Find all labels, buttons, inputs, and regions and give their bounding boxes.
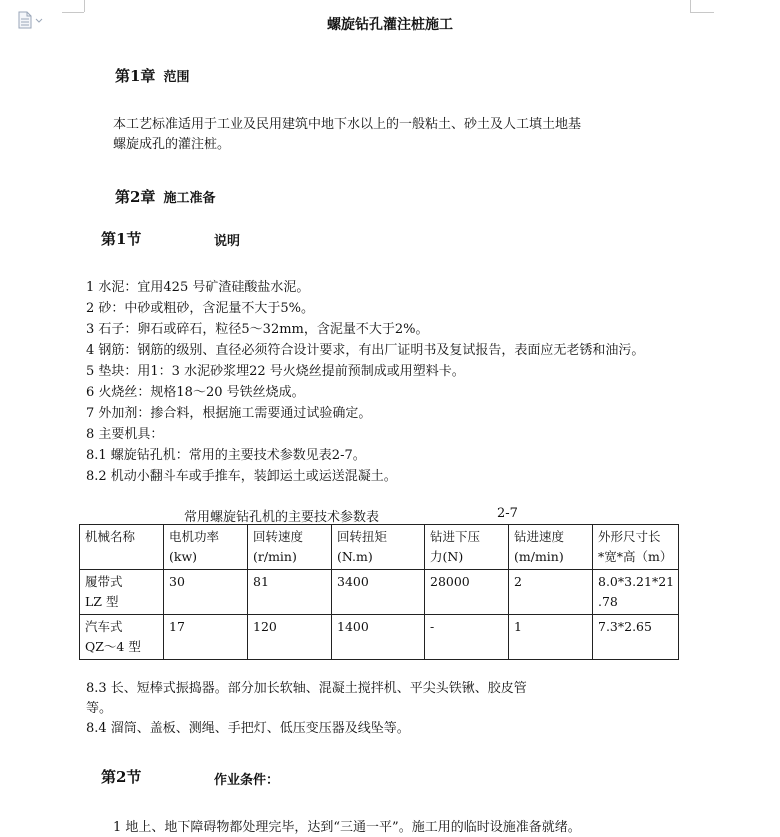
- margin-guide-top-right: [690, 12, 714, 13]
- list-item: 1 水泥：宜用425 号矿渣硅酸盐水泥。: [86, 280, 310, 295]
- scope-line: 螺旋成孔的灌注桩。: [113, 137, 231, 152]
- list-item: 8.2 机动小翻斗车或手推车，装卸运土或运送混凝土。: [86, 469, 397, 484]
- table-cell: 120: [248, 615, 332, 660]
- margin-guide-right: [690, 0, 691, 12]
- table-row: [80, 615, 679, 660]
- table-header-cell: 钻进下压 力(N): [425, 525, 509, 570]
- chapter-2-heading: [115, 186, 215, 207]
- chapter-number: 第2章: [115, 188, 156, 206]
- table-header-cell: 钻进速度 (m/min): [509, 525, 593, 570]
- table-caption: 常用螺旋钻孔机的主要技术参数表: [184, 510, 380, 525]
- table-header-cell: 电机功率 (kw): [164, 525, 248, 570]
- table-cell: 履带式 LZ 型: [80, 570, 164, 615]
- chapter-number: 第1章: [115, 67, 156, 85]
- list-item: 8 主要机具：: [86, 427, 164, 442]
- table-header-cell: 回转速度 (r/min): [248, 525, 332, 570]
- table-header-cell: 机械名称: [80, 525, 164, 570]
- list-item: 6 火烧丝：规格18～20 号铁丝烧成。: [86, 385, 305, 400]
- table-header-cell: 回转扭矩 (N.m): [332, 525, 425, 570]
- table-cell: 7.3*2.65: [593, 615, 679, 660]
- table-cell: 30: [164, 570, 248, 615]
- margin-guide-left: [84, 0, 85, 12]
- table-cell: 3400: [332, 570, 425, 615]
- list-item: 8.1 螺旋钻孔机：常用的主要技术参数见表2-7。: [86, 448, 366, 463]
- document-title: 螺旋钻孔灌注桩施工: [327, 17, 453, 33]
- section-1-number: 第1节: [101, 230, 142, 248]
- scope-line: 本工艺标准适用于工业及民用建筑中地下水以上的一般粘土、砂土及人工填土地基: [113, 117, 582, 132]
- condition-item: 1 地上、地下障碍物都处理完毕，达到“三通一平”。施工用的临时设施准备就绪。: [113, 820, 581, 835]
- list-item: 2 砂：中砂或粗砂，含泥量不大于5%。: [86, 301, 315, 316]
- list-item: 3 石子：卵石或碎石，粒径5～32mm，含泥量不大于2%。: [86, 322, 429, 337]
- section-2-title: 作业条件：: [214, 773, 280, 788]
- table-cell: 1400: [332, 615, 425, 660]
- margin-guide-top-left: [62, 12, 84, 13]
- spec-table: [79, 524, 679, 660]
- list-item: 8.3 长、短棒式振捣器。部分加长软轴、混凝土搅拌机、平尖头铁锹、胶皮管: [86, 681, 527, 696]
- chapter-title: 范围: [163, 70, 190, 85]
- table-cell: 2: [509, 570, 593, 615]
- table-cell: 81: [248, 570, 332, 615]
- list-item: 4 钢筋：钢筋的级别、直径必须符合设计要求，有出厂证明书及复试报告，表面应无老锈和油污。: [86, 343, 645, 358]
- table-header-row: [80, 525, 679, 570]
- table-cell: 汽车式 QZ～4 型: [80, 615, 164, 660]
- list-item: 7 外加剂：掺合料，根据施工需要通过试验确定。: [86, 406, 372, 421]
- table-row: [80, 570, 679, 615]
- table-cell: 17: [164, 615, 248, 660]
- chapter-title: 施工准备: [163, 191, 216, 206]
- table-header-cell: 外形尺寸长 *宽*高（m）: [593, 525, 679, 570]
- list-item: 5 垫块：用1：3 水泥砂浆埋22 号火烧丝提前预制成或用塑料卡。: [86, 364, 465, 379]
- list-item: 8.4 溜筒、盖板、测绳、手把灯、低压变压器及线坠等。: [86, 721, 410, 736]
- section-1-title: 说明: [214, 234, 241, 249]
- table-number: 2-7: [497, 506, 518, 521]
- table-cell: -: [425, 615, 509, 660]
- table-cell: 8.0*3.21*21 .78: [593, 570, 679, 615]
- table-cell: 28000: [425, 570, 509, 615]
- section-2-number: 第2节: [101, 768, 142, 786]
- chapter-1-heading: [115, 65, 189, 86]
- list-item: 等。: [86, 701, 113, 716]
- table-cell: 1: [509, 615, 593, 660]
